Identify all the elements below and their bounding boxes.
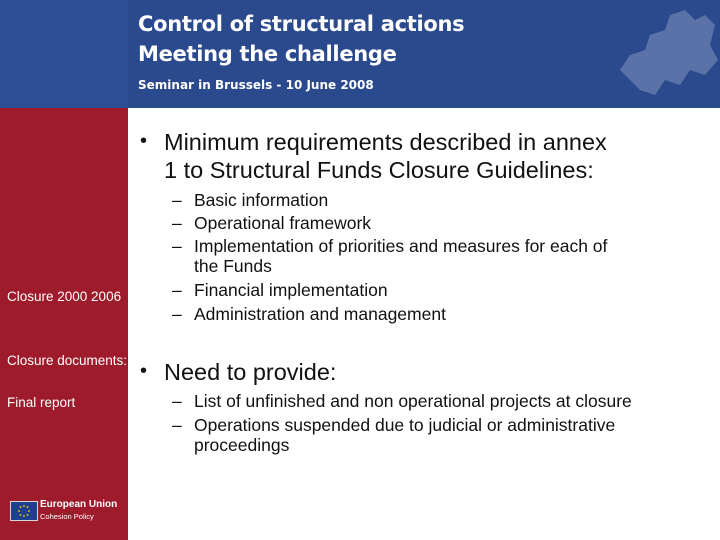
seminar-subtitle: Seminar in Brussels - 10 June 2008 <box>138 78 374 92</box>
sub-item-text: Basic information <box>194 190 329 210</box>
sub-item-continuation: proceedings <box>194 435 290 455</box>
eu-cohesion-logo <box>10 498 122 528</box>
dash-icon: – <box>172 236 182 256</box>
closure-documents-label: Closure documents: <box>7 353 128 368</box>
eu-logo-subtitle: Cohesion Policy <box>40 512 94 521</box>
bullet-need-to-provide <box>140 358 710 388</box>
sub-item-text: List of unfinished and non operational projects at closure <box>194 391 632 411</box>
slide-content <box>128 108 720 540</box>
sub-item-text: Operations suspended due to judicial or administrative <box>194 415 616 435</box>
eu-logo-name: European Union <box>40 499 118 510</box>
dash-icon: – <box>172 280 182 300</box>
europe-map-icon <box>610 0 720 108</box>
sidebar <box>0 108 128 540</box>
dash-icon: – <box>172 415 182 435</box>
bullet-minimum-requirements <box>140 128 710 188</box>
sub-item-continuation: the Funds <box>194 256 272 276</box>
sub-item-text: Operational framework <box>194 213 372 233</box>
header-banner <box>0 0 720 108</box>
sub-item-text: Administration and management <box>194 304 446 324</box>
bullet-icon: • <box>140 360 148 382</box>
dash-icon: – <box>172 391 182 411</box>
dash-icon: – <box>172 304 182 324</box>
eu-flag-icon <box>10 501 38 521</box>
final-report-label: Final report <box>7 395 76 410</box>
bullet2-text: Need to provide: <box>164 359 337 385</box>
title-line-2: Meeting the challenge <box>138 42 397 66</box>
sub-item-text: Implementation of priorities and measures for each of <box>194 236 608 256</box>
bullet1-line1: Minimum requirements described in annex <box>164 129 607 155</box>
bullet1-line2: 1 to Structural Funds Closure Guidelines: <box>164 157 594 183</box>
closure-period-label: Closure 2000 2006 <box>7 289 122 304</box>
header-left-block <box>0 0 128 108</box>
dash-icon: – <box>172 213 182 233</box>
dash-icon: – <box>172 190 182 210</box>
sub-item-text: Financial implementation <box>194 280 388 300</box>
bullet-icon: • <box>140 130 148 152</box>
title-line-1: Control of structural actions <box>138 12 465 36</box>
